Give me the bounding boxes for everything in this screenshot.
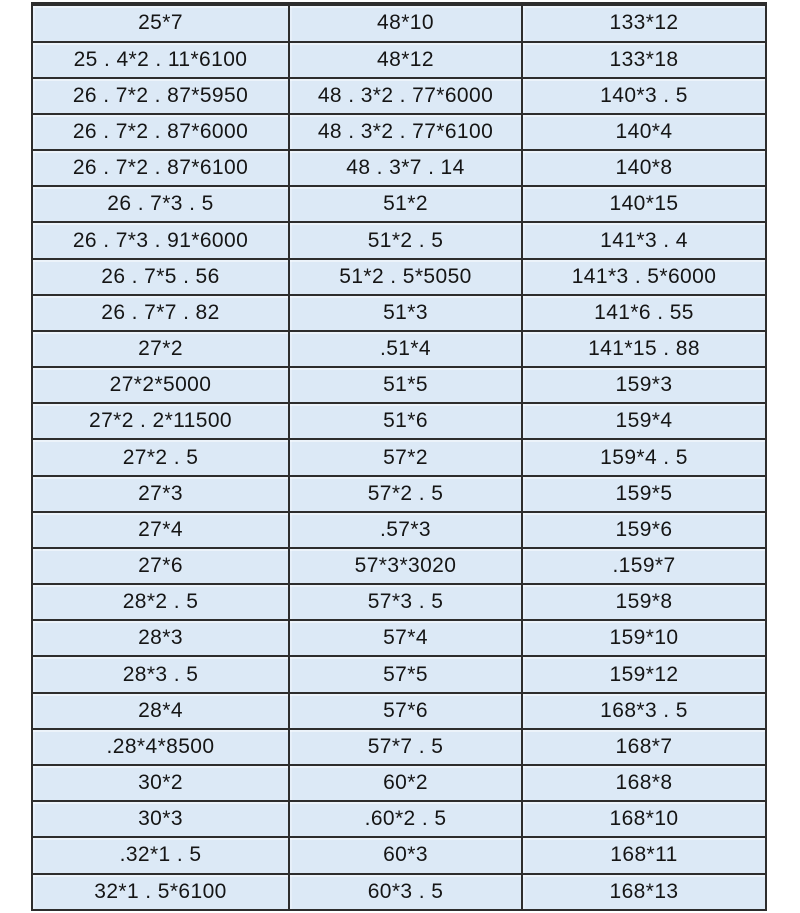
size-cell-col1: 30*2 (32, 765, 289, 801)
size-cell-col3: .159*7 (522, 548, 766, 584)
size-cell-col3: 159*5 (522, 476, 766, 512)
size-cell-col3: 159*4 . 5 (522, 439, 766, 475)
size-cell-col1: 26 . 7*2 . 87*5950 (32, 78, 289, 114)
table-row (32, 765, 766, 801)
table-row (32, 584, 766, 620)
table-row (32, 78, 766, 114)
size-cell-col3: 133*18 (522, 42, 766, 78)
table-row (32, 548, 766, 584)
size-cell-col1: 25 . 4*2 . 11*6100 (32, 42, 289, 78)
table-row (32, 42, 766, 78)
table-row (32, 439, 766, 475)
size-cell-col1: 27*2 . 5 (32, 439, 289, 475)
size-cell-col3: 168*3 . 5 (522, 693, 766, 729)
size-cell-col2: 57*3*3020 (289, 548, 522, 584)
size-cell-col1: 27*3 (32, 476, 289, 512)
size-cell-col2: 57*5 (289, 656, 522, 692)
size-list-table (31, 2, 767, 911)
size-cell-col2: 48*12 (289, 42, 522, 78)
table-row (32, 476, 766, 512)
size-cell-col2: 57*2 (289, 439, 522, 475)
size-cell-col3: 168*7 (522, 729, 766, 765)
size-cell-col1: 25*7 (32, 4, 289, 42)
size-cell-col2: 51*5 (289, 367, 522, 403)
size-cell-col3: 140*15 (522, 186, 766, 222)
size-cell-col1: 32*1 . 5*6100 (32, 874, 289, 910)
size-cell-col1: .28*4*8500 (32, 729, 289, 765)
size-cell-col3: 141*15 . 88 (522, 331, 766, 367)
size-cell-col1: 27*2*5000 (32, 367, 289, 403)
size-cell-col2: 57*7 . 5 (289, 729, 522, 765)
size-cell-col1: 26 . 7*3 . 91*6000 (32, 222, 289, 258)
size-cell-col2: 48*10 (289, 4, 522, 42)
size-cell-col1: 27*6 (32, 548, 289, 584)
size-cell-col2: 51*6 (289, 403, 522, 439)
table-row (32, 656, 766, 692)
size-cell-col3: 141*6 . 55 (522, 295, 766, 331)
size-cell-col1: 27*2 . 2*11500 (32, 403, 289, 439)
size-cell-col1: 26 . 7*2 . 87*6000 (32, 114, 289, 150)
size-cell-col1: 28*3 . 5 (32, 656, 289, 692)
size-cell-col1: 26 . 7*5 . 56 (32, 259, 289, 295)
size-cell-col1: 26 . 7*2 . 87*6100 (32, 150, 289, 186)
size-cell-col2: 51*2 . 5*5050 (289, 259, 522, 295)
size-cell-col3: 159*10 (522, 620, 766, 656)
table-row (32, 259, 766, 295)
size-cell-col2: 48 . 3*2 . 77*6100 (289, 114, 522, 150)
table-row (32, 331, 766, 367)
size-cell-col2: .57*3 (289, 512, 522, 548)
size-cell-col2: 57*4 (289, 620, 522, 656)
size-cell-col3: 140*4 (522, 114, 766, 150)
size-cell-col3: 140*8 (522, 150, 766, 186)
table-row (32, 801, 766, 837)
table-row (32, 295, 766, 331)
size-cell-col1: 28*2 . 5 (32, 584, 289, 620)
size-cell-col1: 30*3 (32, 801, 289, 837)
table-row (32, 837, 766, 873)
size-cell-col1: 27*4 (32, 512, 289, 548)
size-cell-col1: 26 . 7*3 . 5 (32, 186, 289, 222)
size-cell-col1: 28*3 (32, 620, 289, 656)
table-row (32, 4, 766, 42)
size-cell-col2: .60*2 . 5 (289, 801, 522, 837)
size-cell-col2: 57*3 . 5 (289, 584, 522, 620)
size-cell-col3: 159*8 (522, 584, 766, 620)
size-cell-col2: 51*2 (289, 186, 522, 222)
size-cell-col3: 168*8 (522, 765, 766, 801)
size-cell-col2: 60*2 (289, 765, 522, 801)
table-row (32, 620, 766, 656)
size-cell-col3: 159*6 (522, 512, 766, 548)
size-cell-col1: 26 . 7*7 . 82 (32, 295, 289, 331)
table-row (32, 222, 766, 258)
size-cell-col2: 57*6 (289, 693, 522, 729)
size-cell-col3: 159*12 (522, 656, 766, 692)
table-row (32, 729, 766, 765)
table-row (32, 403, 766, 439)
size-cell-col3: 141*3 . 5*6000 (522, 259, 766, 295)
size-cell-col2: 57*2 . 5 (289, 476, 522, 512)
size-cell-col2: 48 . 3*7 . 14 (289, 150, 522, 186)
table-row (32, 186, 766, 222)
table-row (32, 367, 766, 403)
size-cell-col3: 168*13 (522, 874, 766, 910)
table-row (32, 150, 766, 186)
size-cell-col1: 28*4 (32, 693, 289, 729)
table-row (32, 693, 766, 729)
size-cell-col3: 159*4 (522, 403, 766, 439)
size-cell-col3: 133*12 (522, 4, 766, 42)
size-cell-col3: 159*3 (522, 367, 766, 403)
size-cell-col3: 141*3 . 4 (522, 222, 766, 258)
size-cell-col2: 51*2 . 5 (289, 222, 522, 258)
size-cell-col2: 48 . 3*2 . 77*6000 (289, 78, 522, 114)
table-row (32, 114, 766, 150)
size-cell-col3: 168*11 (522, 837, 766, 873)
size-list-table-body (32, 4, 766, 910)
table-row (32, 512, 766, 548)
size-cell-col2: 51*3 (289, 295, 522, 331)
size-cell-col2: 60*3 . 5 (289, 874, 522, 910)
size-cell-col3: 168*10 (522, 801, 766, 837)
table-row (32, 874, 766, 910)
size-cell-col1: 27*2 (32, 331, 289, 367)
size-cell-col2: 60*3 (289, 837, 522, 873)
size-cell-col2: .51*4 (289, 331, 522, 367)
size-cell-col3: 140*3 . 5 (522, 78, 766, 114)
size-cell-col1: .32*1 . 5 (32, 837, 289, 873)
